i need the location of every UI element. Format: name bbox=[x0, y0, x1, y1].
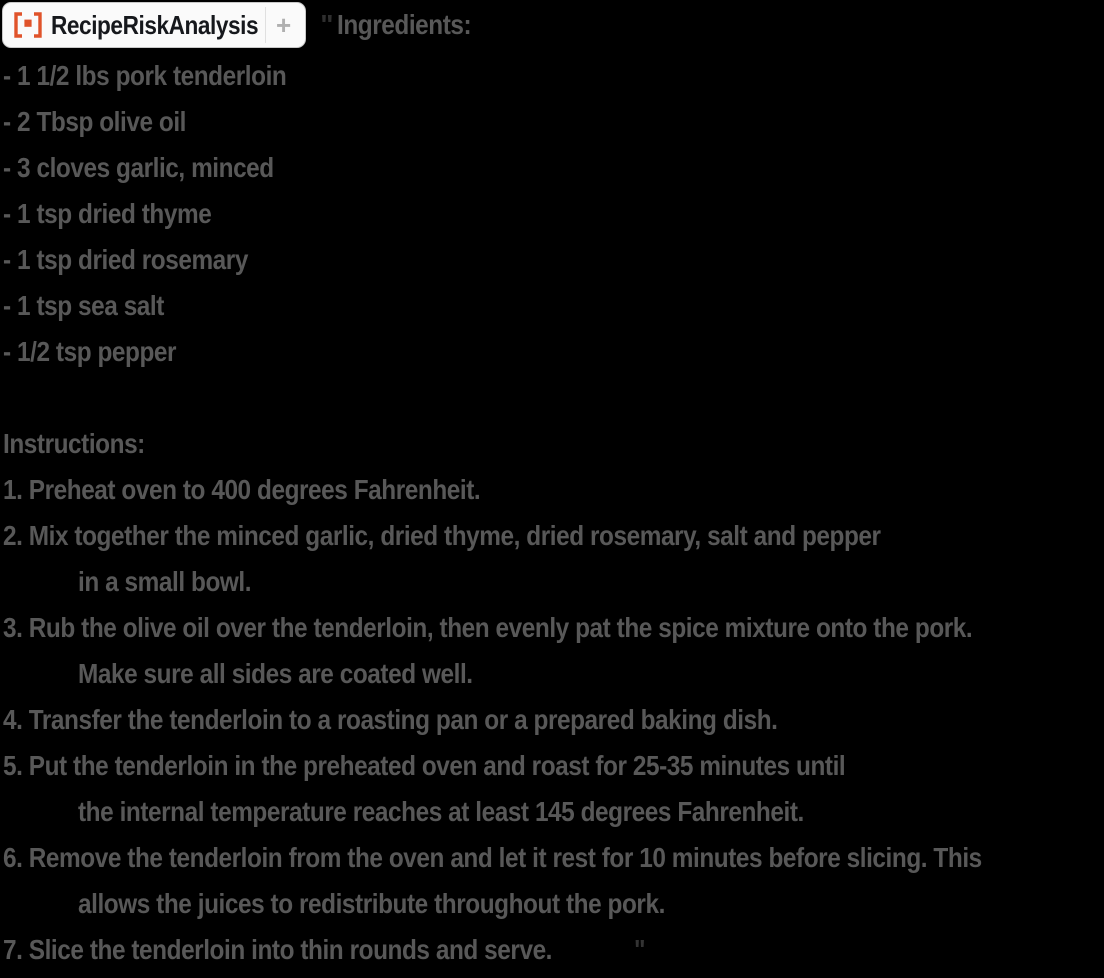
recipe-line bbox=[3, 605, 1104, 651]
recipe-line bbox=[3, 651, 1104, 697]
recipe-line bbox=[3, 191, 1104, 237]
recipe-line-text: - 1 tsp dried thyme bbox=[3, 198, 212, 229]
string-close-quote: " bbox=[634, 934, 646, 965]
input-cell-first-row bbox=[2, 0, 1104, 50]
recipe-line-text: - 1 tsp dried rosemary bbox=[3, 244, 248, 275]
recipe-line-text: 6. Remove the tenderloin from the oven and let it rest for 10 minutes before slicing. This bbox=[3, 842, 982, 873]
recipe-line-text: - 1 tsp sea salt bbox=[3, 290, 164, 321]
recipe-line-text: the internal temperature reaches at least 145 degrees Fahrenheit. bbox=[78, 796, 804, 827]
recipe-line bbox=[3, 53, 1104, 99]
recipe-line-text: - 2 Tbsp olive oil bbox=[3, 106, 187, 137]
recipe-line bbox=[3, 559, 1104, 605]
recipe-line bbox=[3, 835, 1104, 881]
recipe-line bbox=[3, 697, 1104, 743]
recipe-line bbox=[3, 513, 1104, 559]
recipe-line-text: 2. Mix together the minced garlic, dried thyme, dried rosemary, salt and pepper bbox=[3, 520, 881, 551]
recipe-line bbox=[3, 743, 1104, 789]
recipe-line bbox=[3, 329, 1104, 375]
recipe-line-text: - 1/2 tsp pepper bbox=[3, 336, 177, 367]
recipe-line-text: Instructions: bbox=[3, 428, 145, 459]
recipe-first-line bbox=[337, 9, 491, 41]
recipe-line-text: 1. Preheat oven to 400 degrees Fahrenheit. bbox=[3, 474, 481, 505]
recipe-line bbox=[3, 421, 1104, 467]
resource-function-bracket-icon bbox=[13, 12, 43, 38]
expand-plus-button[interactable]: + bbox=[276, 10, 292, 40]
recipe-line bbox=[3, 145, 1104, 191]
pill-divider bbox=[265, 7, 266, 43]
recipe-line-text: 7. Slice the tenderloin into thin rounds and serve. bbox=[3, 934, 553, 965]
recipe-line-text: Make sure all sides are coated well. bbox=[78, 658, 473, 689]
recipe-line-text: in a small bowl. bbox=[78, 566, 252, 597]
recipe-line bbox=[3, 789, 1104, 835]
recipe-line-text: allows the juices to redistribute throughout the pork. bbox=[78, 888, 665, 919]
recipe-line bbox=[3, 927, 1104, 973]
recipe-line bbox=[3, 283, 1104, 329]
resource-function-pill[interactable] bbox=[2, 2, 306, 48]
recipe-first-line-text: Ingredients: bbox=[337, 9, 472, 40]
resource-function-name-box bbox=[51, 8, 263, 42]
recipe-line-text: 3. Rub the olive oil over the tenderloin, then evenly pat the spice mixture onto the pork. bbox=[3, 612, 973, 643]
resource-function-name: RecipeRiskAnalysis bbox=[51, 10, 259, 40]
recipe-line-text: 5. Put the tenderloin in the preheated oven and roast for 25-35 minutes until bbox=[3, 750, 846, 781]
recipe-line-text: 4. Transfer the tenderloin to a roasting pan or a prepared baking dish. bbox=[3, 704, 778, 735]
recipe-line-text: - 3 cloves garlic, minced bbox=[3, 152, 274, 183]
recipe-line-text: - 1 1/2 lbs pork tenderloin bbox=[3, 60, 287, 91]
string-open-quote: " bbox=[320, 9, 334, 40]
recipe-line bbox=[3, 881, 1104, 927]
recipe-text-block bbox=[3, 53, 1104, 973]
recipe-line bbox=[3, 467, 1104, 513]
recipe-line bbox=[3, 375, 1104, 421]
recipe-line bbox=[3, 99, 1104, 145]
recipe-line bbox=[3, 237, 1104, 283]
